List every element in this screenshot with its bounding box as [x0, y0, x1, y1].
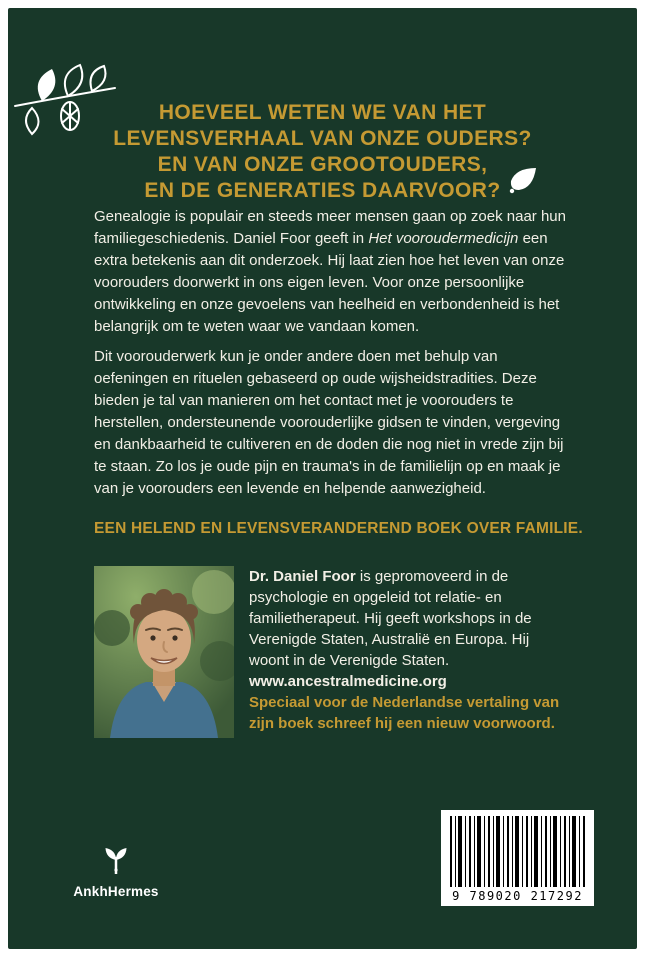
book-title-italic: Het vooroudermedicijn — [368, 230, 519, 247]
headline-line-3: EN VAN ONZE GROOTOUDERS, — [157, 153, 488, 176]
book-back-cover — [8, 8, 637, 949]
intro-paragraph-2: Dit voorouderwerk kun je onder andere doen met behulp van oefeningen en rituelen gebaseerd op oude wijsheidstradities. Deze bieden je tal van manieren om het contact met je voorouders te herstellen, ondersteunende voorouderlijke gidsen te vinden, vergeving en dankbaarheid te cultiveren en de doden die nog niet in vrede zijn bij te staan. Zo los je oude pijn en trauma's in de familielijn op en maak je van je voorouders een levende en helpende aanwezigheid. — [94, 348, 564, 497]
author-name: Dr. Daniel Foor — [249, 568, 356, 585]
author-section — [94, 566, 574, 738]
publisher-logo — [66, 846, 166, 899]
intro-text-before-title: Genealogie is populair en steeds meer mensen gaan op zoek naar hun familiegeschiedenis. Daniel Foor geeft in — [94, 208, 566, 247]
barcode-bars — [450, 816, 585, 887]
leaf-icon — [508, 166, 538, 194]
publisher-name: AnkhHermes — [73, 884, 159, 899]
headline — [8, 100, 637, 204]
headline-line-1: HOEVEEL WETEN WE VAN HET — [158, 101, 487, 124]
tagline: EEN HELEND EN LEVENSVERANDEREND BOEK OVER FAMILIE. — [94, 520, 583, 537]
intro-paragraph-1 — [94, 206, 570, 338]
barcode — [441, 810, 594, 906]
translation-note: Speciaal voor de Nederlandse vertaling van zijn boek schreef hij een nieuw voorwoord. — [249, 694, 560, 732]
author-bio — [249, 566, 571, 738]
headline-line-4: EN DE GENERATIES DAARVOOR? — [144, 179, 501, 202]
author-website: www.ancestralmedicine.org — [249, 673, 447, 690]
headline-line-2: LEVENSVERHAAL VAN ONZE OUDERS? — [113, 127, 532, 150]
author-bio-text: is gepromoveerd in de psychologie en opgeleid tot relatie- en familietherapeut. Hij geeft workshops in de Verenigde Staten, Australië en Europa. Hij woont in de Verenigde Staten. — [249, 568, 532, 669]
barcode-number: 9 789020 217292 — [452, 889, 583, 903]
intro-text-after-title: een extra betekenis aan dit onderzoek. Hij laat zien hoe het leven van onze voorouders doorwerkt in ons eigen leven. Voor onze persoonlijke ontwikkeling en onze gevoelens van heelheid en verbondenheid is het belangrijk om te weten waar we vandaan komen. — [94, 230, 565, 335]
author-photo — [94, 566, 234, 738]
ankhhermes-sprout-icon — [104, 846, 128, 874]
